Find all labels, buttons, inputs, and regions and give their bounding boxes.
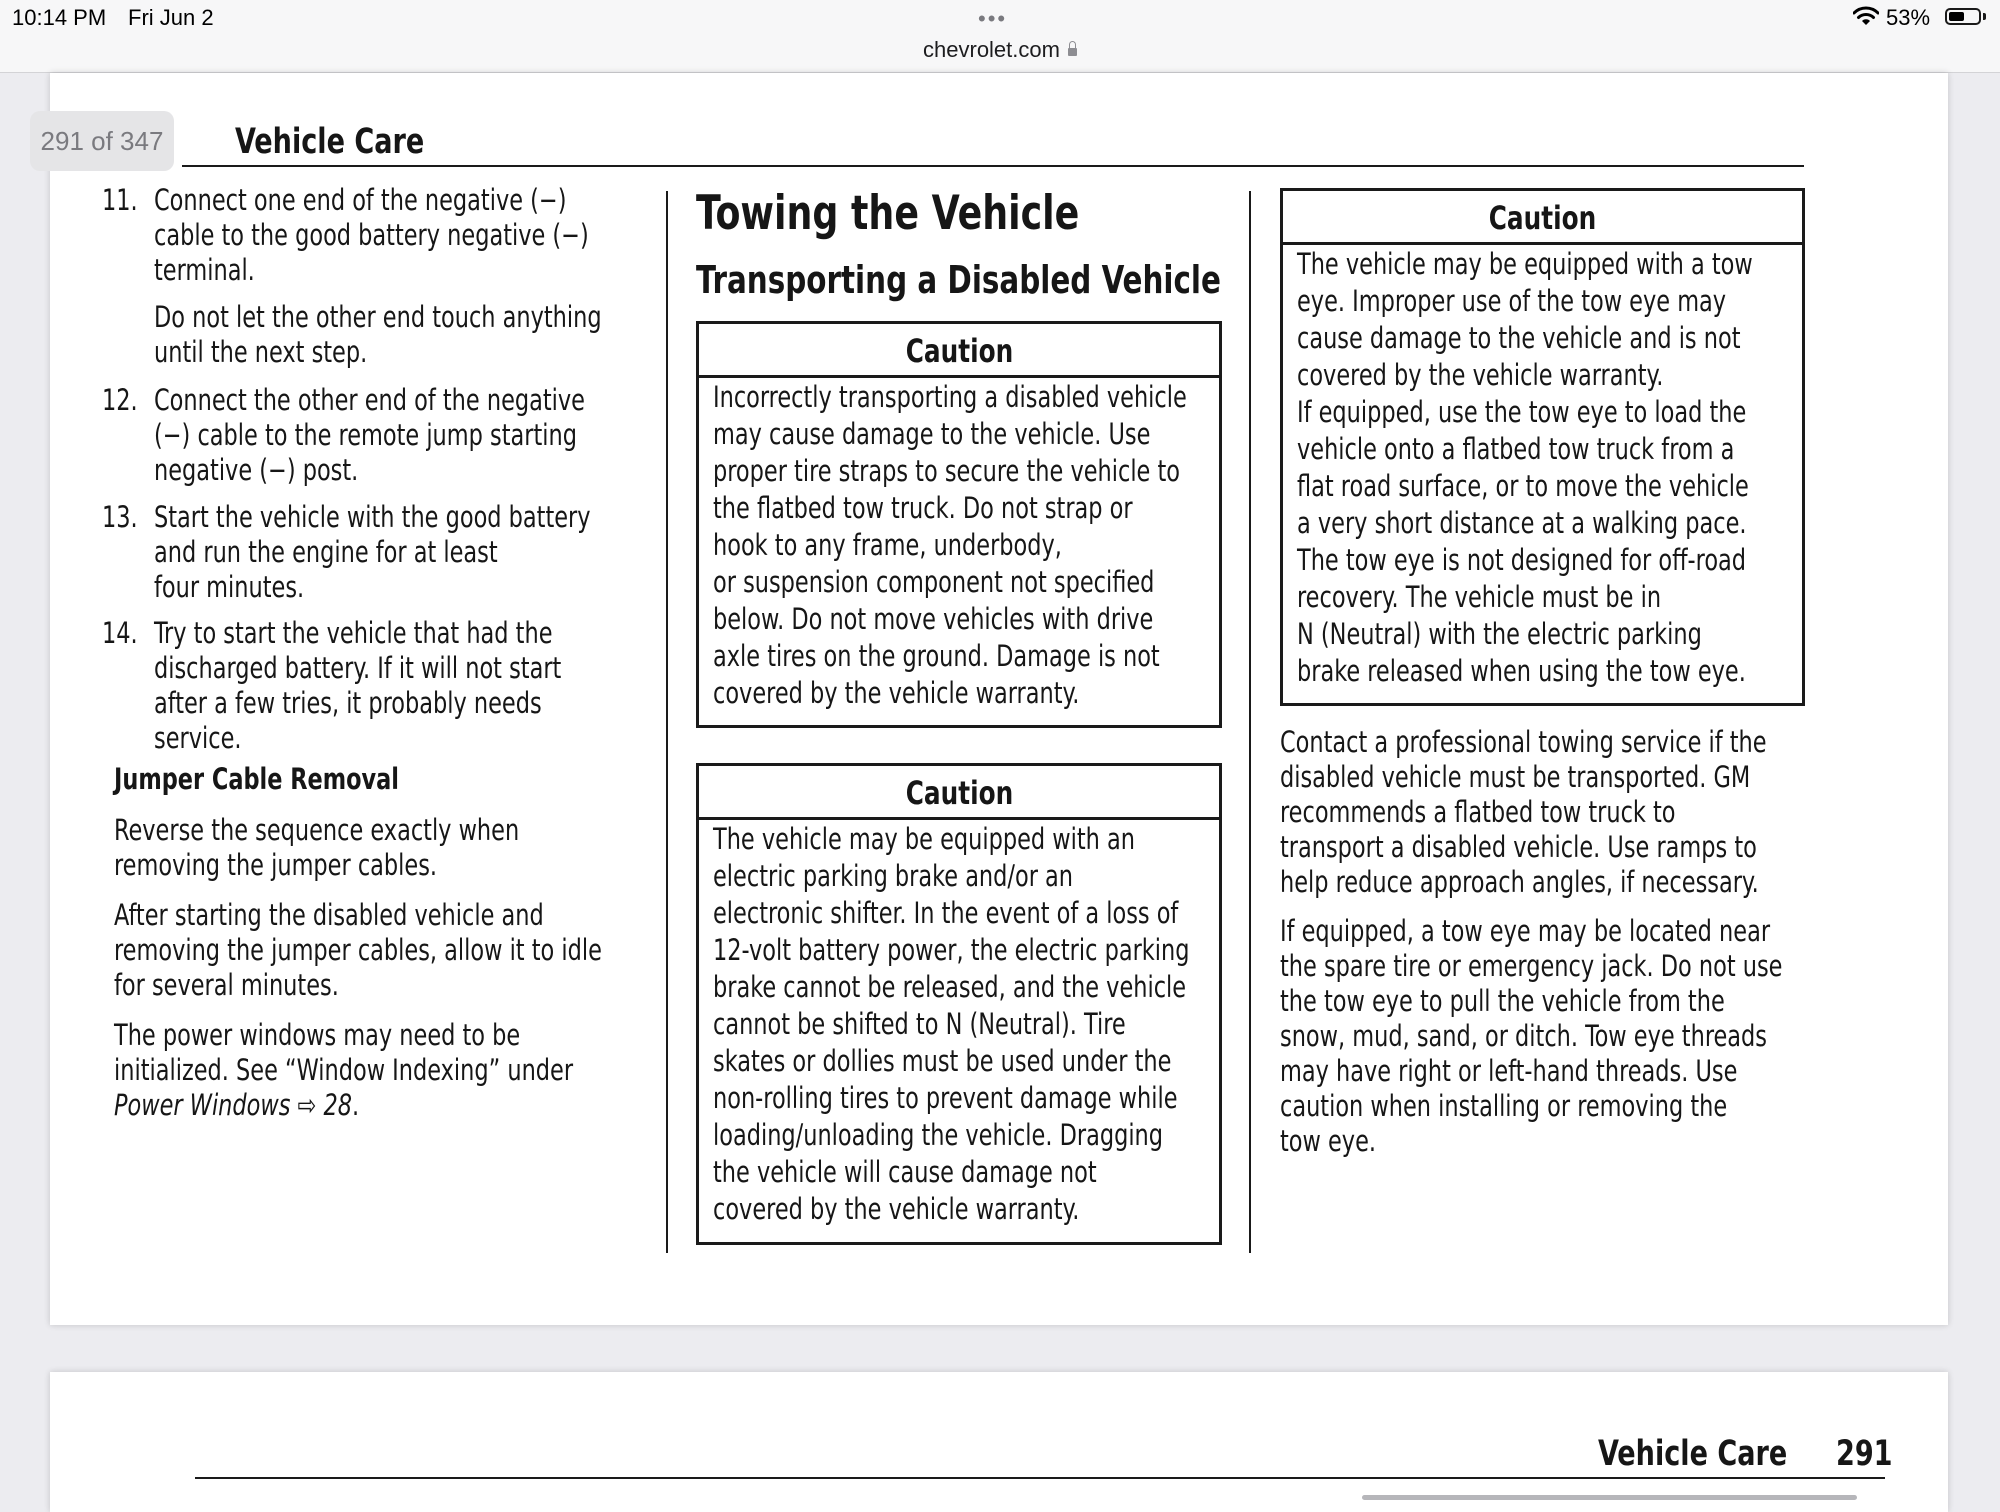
status-date: Fri Jun 2 [128,5,214,30]
text-line: loading/unloading the vehicle. Dragging [713,1118,1164,1152]
col3-paragraph [1280,725,1846,900]
text-line: Start the vehicle with the good battery [154,500,591,534]
step-text [154,183,660,288]
text-line: covered by the vehicle warranty. [1297,358,1664,392]
text-line: cable to the good battery negative (−) [154,218,589,252]
text-line: initialized. See “Window Indexing” under [114,1053,574,1087]
page-header-title: Vehicle Care [235,122,425,162]
text-line: may cause damage to the vehicle. Use [713,417,1151,451]
text-line: The power windows may need to be [114,1018,521,1052]
step-number: 11. [102,183,138,217]
text-line: the flatbed tow truck. Do not strap or [713,491,1133,525]
text-line: non-rolling tires to prevent damage while [713,1081,1178,1115]
url-text[interactable]: chevrolet.com [923,37,1060,62]
text-line: recommends a flatbed tow truck to [1280,795,1676,829]
caution-box [1280,188,1805,706]
more-dots-icon[interactable]: ••• [978,6,1008,31]
text-line: electronic shifter. In the event of a loss of [713,896,1179,930]
text-line: If equipped, a tow eye may be located near [1280,914,1771,948]
text-line: recovery. The vehicle must be in [1297,580,1662,614]
step-text [154,616,628,756]
battery-fill [1949,12,1964,21]
text-line: brake cannot be released, and the vehicle [713,970,1187,1004]
text-line: service. [154,721,242,755]
power-windows-link[interactable]: Power Windows ⇨ 28 [114,1088,353,1122]
text-line: covered by the vehicle warranty. [713,676,1080,710]
page-counter: 291 of 347 [30,111,174,171]
text-line: for several minutes. [114,968,339,1002]
address-bar[interactable] [0,37,2000,63]
text-line: The vehicle may be equipped with a tow [1297,247,1753,281]
text-line: flat road surface, or to move the vehicle [1297,469,1749,503]
text-line: the vehicle will cause damage not [713,1155,1097,1189]
col1-paragraph [114,898,681,1003]
text-line: four minutes. [154,570,305,604]
caution-text [713,821,1267,1228]
text-line: Reverse the sequence exactly when [114,813,520,847]
text-line: cause damage to the vehicle and is not [1297,321,1741,355]
text-line: help reduce approach angles, if necessary. [1280,865,1759,899]
text-line: Incorrectly transporting a disabled vehicle [713,380,1187,414]
next-page-divider [195,1477,1885,1479]
text-line: 12-volt battery power, the electric parking [713,933,1190,967]
text-line: snow, mud, sand, or ditch. Tow eye threads [1280,1019,1767,1053]
text-line: below. Do not move vehicles with drive [713,602,1154,636]
next-page-header-title: Vehicle Care [1598,1434,1788,1474]
caution-text [713,379,1264,712]
text-line: Do not let the other end touch anything [154,300,602,334]
caution-title: Caution [1283,191,1802,245]
text-line: a very short distance at a walking pace. [1297,506,1747,540]
text-line: If equipped, use the tow eye to load the [1297,395,1747,429]
caution-title: Caution [699,766,1219,820]
text-line: Contact a professional towing service if the [1280,725,1767,759]
text-line: terminal. [154,253,255,287]
text-line: The vehicle may be equipped with an [713,822,1135,856]
wifi-icon [1853,6,1879,26]
col3-paragraph [1280,914,1864,1159]
scroll-indicator[interactable] [1362,1495,1857,1500]
battery-icon [1945,8,1981,25]
col1-paragraph [114,1018,648,1088]
text-line: axle tires on the ground. Damage is not [713,639,1160,673]
col1-paragraph [114,813,585,883]
caution-box [696,763,1222,1245]
header-divider [182,165,1804,167]
text-line: covered by the vehicle warranty. [713,1192,1080,1226]
text-line: removing the jumper cables, allow it to idle [114,933,602,967]
text-line: proper tire straps to secure the vehicle to [713,454,1181,488]
text-line: Try to start the vehicle that had the [154,616,553,650]
text-line: the spare tire or emergency jack. Do not use [1280,949,1783,983]
power-windows-reference[interactable]: Power Windows ⇨ 28. [114,1088,360,1122]
text-line: eye. Improper use of the tow eye may [1297,284,1727,318]
text-line: discharged battery. If it will not start [154,651,562,685]
battery-cap [1983,13,1986,20]
subsection-heading: Transporting a Disabled Vehicle [696,258,1221,302]
text-line: and run the engine for at least [154,535,498,569]
text-line: N (Neutral) with the electric parking [1297,617,1702,651]
text-line: skates or dollies must be used under the [713,1044,1172,1078]
browser-top-bar [0,0,2000,73]
text-line: Connect one end of the negative (−) [154,183,567,217]
text-line: after a few tries, it probably needs [154,686,542,720]
caution-text [1297,246,1827,690]
text-line: vehicle onto a flatbed tow truck from a [1297,432,1735,466]
text-line: negative (−) post. [154,453,359,487]
text-line: (−) cable to the remote jump starting [154,418,577,452]
text-line: until the next step. [154,335,368,369]
battery-percent: 53% [1886,5,1931,30]
text-line: electric parking brake and/or an [713,859,1074,893]
step-number: 12. [102,383,138,417]
step-number: 13. [102,500,138,534]
text-line: Connect the other end of the negative [154,383,585,417]
lock-icon [1068,48,1077,56]
text-line: After starting the disabled vehicle and [114,898,544,932]
next-page-number: 291 [1836,1434,1893,1474]
caution-box [696,321,1222,728]
text-line: brake released when using the tow eye. [1297,654,1746,688]
status-time: 10:14 PM [12,5,107,30]
text-line: cannot be shifted to N (Neutral). Tire [713,1007,1126,1041]
text-line: disabled vehicle must be transported. GM [1280,760,1751,794]
step-text [154,383,655,488]
jumper-cable-removal-heading: Jumper Cable Removal [114,762,399,796]
section-heading: Towing the Vehicle [696,186,1080,241]
text-line: may have right or left-hand threads. Use [1280,1054,1738,1088]
text-line: transport a disabled vehicle. Use ramps to [1280,830,1757,864]
step-text [154,300,674,370]
text-line: The tow eye is not designed for off-road [1297,543,1747,577]
text-line: hook to any frame, underbody, [713,528,1062,562]
step-number: 14. [102,616,138,650]
step-text [154,500,662,605]
text-line: the tow eye to pull the vehicle from the [1280,984,1725,1018]
text-line: or suspension component not specified [713,565,1155,599]
caution-title: Caution [699,324,1219,378]
text-line: caution when installing or removing the [1280,1089,1728,1123]
text-line: removing the jumper cables. [114,848,438,882]
text-line: tow eye. [1280,1124,1377,1158]
